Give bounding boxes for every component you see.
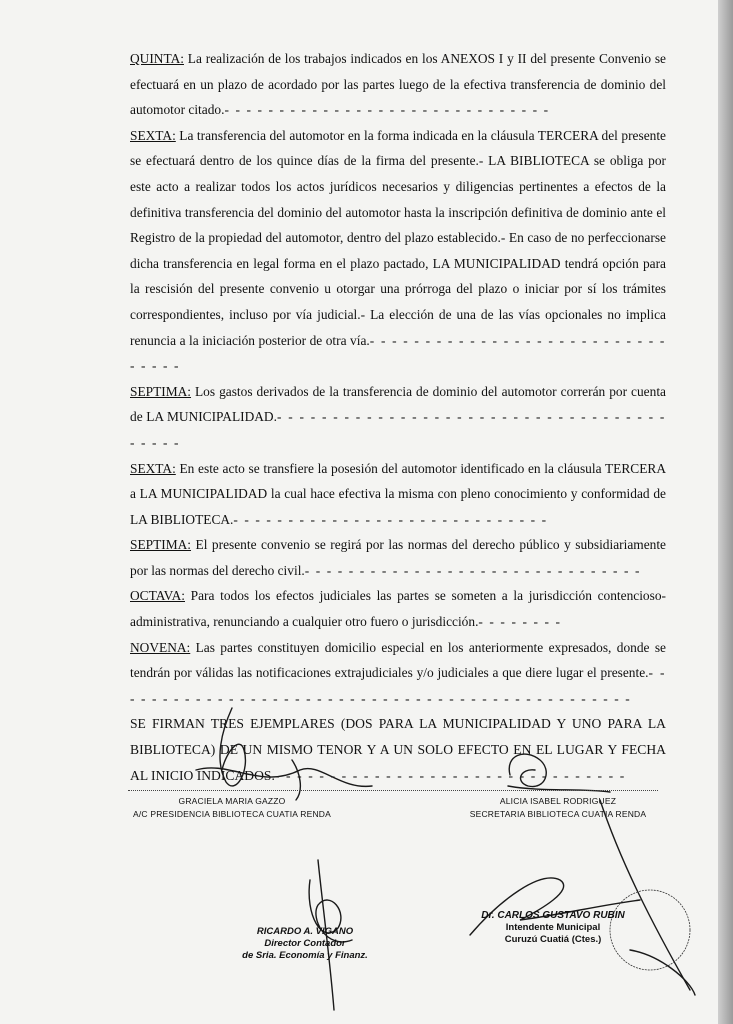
clause-heading: OCTAVA: (130, 588, 185, 604)
clause-heading: SEXTA: (130, 460, 176, 476)
stamp-director (240, 926, 370, 962)
clause-text: Las partes constituyen domicilio especial en los anteriormente expresados, donde se tendrán por válidas las notificaciones extrajudiciales y/o judiciales a que diere lugar el presente. (130, 639, 666, 681)
clause-heading: SEPTIMA: (130, 383, 192, 399)
clause-heading: SEXTA: (130, 127, 176, 143)
clause-dashes: - - - - - - - - - - - - - - - - - - - - - - - - - - - - - (233, 511, 548, 527)
clause-dashes: - - - - - - - - - - - - - - - - - - - - - - - - - - - - - - - - (130, 332, 666, 374)
clause-dashes: - - - - - - - - - - - - - - - - - - - - - - - - - - - - - - - - - - - - - - - - - - - - - - - - (130, 665, 666, 706)
stamp-line: de Sria. Economía y Finanz. (242, 950, 368, 961)
clause-heading: QUINTA: (130, 51, 184, 66)
clause-text: Los gastos derivados de la transferencia de dominio del automotor correrán por cuenta de LA MUNICIPALIDAD. (130, 383, 666, 425)
clause-text: La transferencia del automotor en la forma indicada en la cláusula TERCERA del presente se efectuará dentro de los quince días de la firma del presente.- LA BIBLIOTECA se obliga por este acto a realizar todos los actos jurídicos necesarios y diligencias pertinentes a efectos de la definitiva transferencia del dominio del automotor hasta la inscripción definitiva de dominio ante el Registro de la propiedad del automotor, dentro del plazo establecido.- En caso de no perfeccionarse dicha transferencia en legal forma en el plazo pactado, LA MUNICIPALIDAD tendrá opción para la rescisión del presente convenio u otorgar una prórroga del plazo o iniciar por sí los trámites correspondientes, incluso por vía judicial.- La elección de una de las vías opcionales no implica renuncia a la iniciación posterior de otra vía. (130, 127, 666, 348)
signatory-role: A/C PRESIDENCIA BIBLIOTECA CUATIA RENDA (133, 809, 331, 819)
clause-dashes: - - - - - - - - - - - - - - - - - - - - - - - - - - - - - - - - - - - - - - - - (130, 409, 666, 450)
clause-text: El presente convenio se regirá por las normas del derecho público y subsidiariamente por las normas del derecho civil. (130, 537, 666, 578)
closing-text: SE FIRMAN TRES EJEMPLARES (DOS PARA LA MUNICIPALIDAD Y UNO PARA LA BIBLIOTECA) DE UN MISMO TENOR Y A UN SOLO EFECTO EN EL LUGAR Y FECHA AL INICIO INDICADOS. (130, 716, 666, 783)
signatory-name: ALICIA ISABEL RODRIGUEZ (499, 796, 617, 806)
stamp-line: Director Contador (264, 938, 346, 949)
signatory-name: GRACIELA MARIA GAZZO (178, 796, 286, 806)
closing-statement (130, 711, 666, 788)
stamp-name: Dr. CARLOS GUSTAVO RUBIN (481, 910, 625, 921)
signatory-left (122, 795, 342, 821)
clause-dashes: - - - - - - - - (478, 614, 562, 630)
stamp-name: RICARDO A. VIGANO (256, 926, 354, 937)
signatory-right (448, 795, 668, 821)
clause-text: Para todos los efectos judiciales las partes se someten a la jurisdicción contencioso-administrativa, renunciando a cualquier otro fuero o jurisdicción. (130, 588, 666, 630)
stamp-line: Intendente Municipal (505, 922, 601, 933)
clause-dashes: - - - - - - - - - - - - - - - - - - - - - - - - - - - - - - (224, 102, 550, 118)
clause-quinta (130, 46, 666, 123)
clause-heading: NOVENA: (130, 639, 191, 655)
clause-sexta-2 (130, 456, 666, 533)
stamp-intendente (458, 910, 648, 946)
page-edge-shadow (718, 0, 733, 1024)
clause-dashes: - - - - - - - - - - - - - - - - - - - - - - - - - - - - - - - (304, 562, 642, 578)
clause-octava (130, 583, 666, 634)
clause-novena (130, 635, 666, 712)
clause-text: La realización de los trabajos indicados en los ANEXOS I y II del presente Convenio se efectuará en un plazo de acordado por las partes luego de la efectiva transferencia de dominio del automotor citado. (130, 51, 666, 118)
clause-sexta (130, 123, 666, 379)
stamp-line: Curuzú Cuatiá (Ctes.) (504, 934, 602, 945)
contract-body (130, 46, 666, 788)
closing-dashes: - - - - - - - - - - - - - - - - - - - - - - - - - - - - - - - - (274, 767, 626, 783)
signatory-role: SECRETARIA BIBLIOTECA CUATIA RENDA (469, 809, 647, 819)
clause-heading: SEPTIMA: (130, 537, 192, 553)
clause-text: En este acto se transfiere la posesión del automotor identificado en la cláusula TERCERA a LA MUNICIPALIDAD la cual hace efectiva la misma con pleno conocimiento y conformidad de LA BIBLIOTECA. (130, 460, 666, 527)
clause-septima (130, 379, 666, 456)
clause-septima-2 (130, 532, 666, 583)
signature-line (128, 790, 658, 791)
